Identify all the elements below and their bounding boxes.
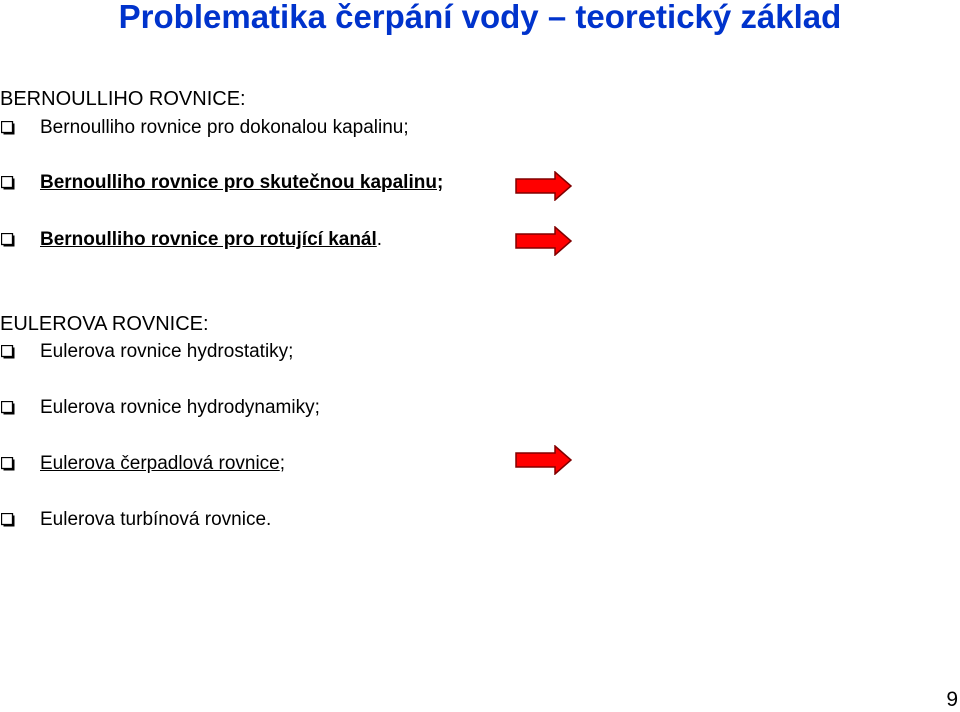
- list-item-euler-hydrodynamics: [0, 396, 320, 420]
- euler-heading: EULEROVA ROVNICE:: [0, 313, 209, 335]
- list-item-bernoulli-real: [0, 171, 443, 195]
- right-arrow-icon[interactable]: [515, 226, 573, 256]
- list-item-text: Bernoulliho rovnice pro rotující kanál.: [40, 229, 383, 250]
- link-euler-pump[interactable]: Eulerova čerpadlová rovnice: [40, 453, 280, 474]
- page-number: 9: [946, 688, 958, 711]
- hollow-square-bullet-icon: [1, 513, 15, 527]
- list-item-bernoulli-rotating: [0, 228, 382, 252]
- link-bernoulli-rotating[interactable]: Bernoulliho rovnice pro rotující kanál: [40, 229, 377, 250]
- hollow-square-bullet-icon: [1, 176, 15, 190]
- hollow-square-bullet-icon: [1, 345, 15, 359]
- list-item-text: Eulerova čerpadlová rovnice;: [40, 453, 286, 474]
- right-arrow-icon[interactable]: [515, 171, 573, 201]
- slide-title: Problematika čerpání vody – teoretický základ: [118, 0, 842, 35]
- link-bernoulli-real[interactable]: Bernoulliho rovnice pro skutečnou kapalinu: [40, 172, 437, 193]
- list-item-euler-hydrostatics: [0, 340, 293, 364]
- list-item-text: Eulerova rovnice hydrodynamiky;: [40, 397, 320, 418]
- list-item-text: Bernoulliho rovnice pro skutečnou kapalinu;: [40, 172, 444, 193]
- list-item-text: Bernoulliho rovnice pro dokonalou kapalinu;: [40, 117, 409, 138]
- list-item-text: Eulerova rovnice hydrostatiky;: [40, 341, 294, 362]
- hollow-square-bullet-icon: [1, 233, 15, 247]
- bernoulli-heading: BERNOULLIHO ROVNICE:: [0, 88, 246, 110]
- right-arrow-icon[interactable]: [515, 445, 573, 475]
- list-item-text: Eulerova turbínová rovnice.: [40, 509, 272, 530]
- hollow-square-bullet-icon: [1, 121, 15, 135]
- list-item-euler-pump: [0, 452, 285, 476]
- hollow-square-bullet-icon: [1, 401, 15, 415]
- list-item-bernoulli-ideal: [0, 116, 409, 140]
- list-item-euler-turbine: [0, 508, 271, 532]
- hollow-square-bullet-icon: [1, 457, 15, 471]
